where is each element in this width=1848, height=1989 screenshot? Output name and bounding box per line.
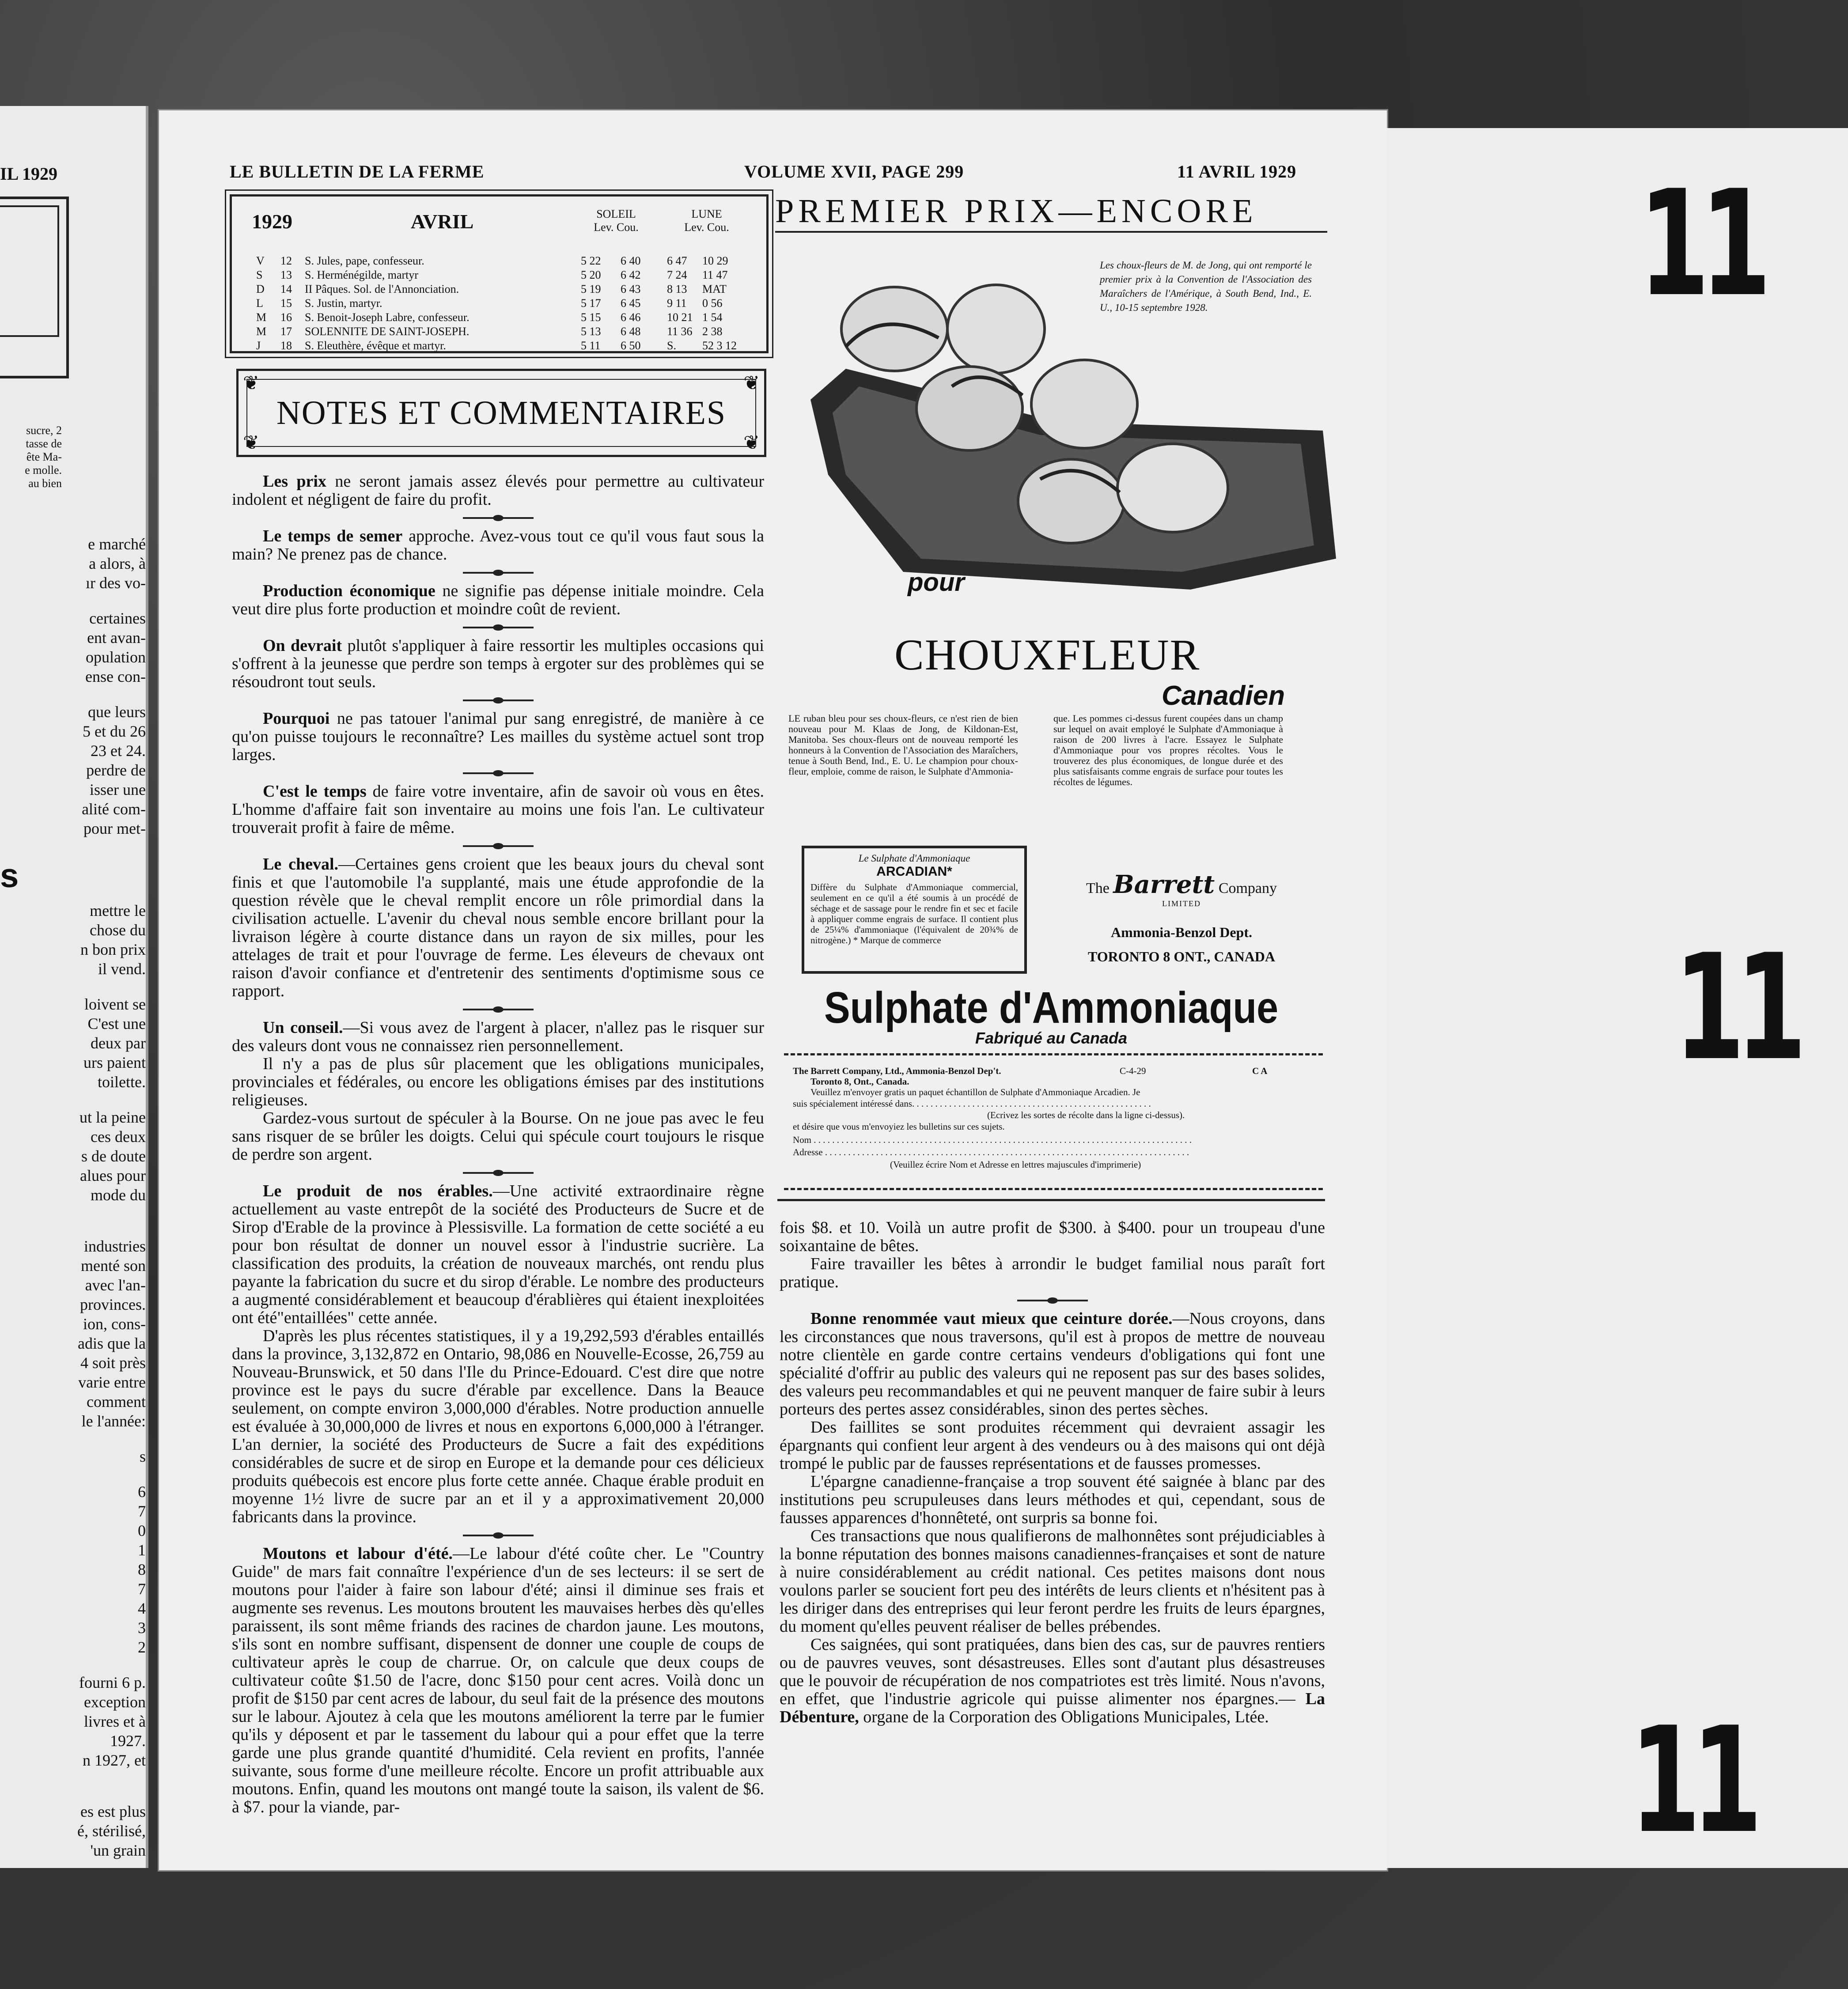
notes-title: NOTES ET COMMENTAIRES [246,379,756,447]
left-column [232,473,764,1816]
ad-fabrique: Fabriqué au Canada [975,1029,1128,1047]
ad-chouxfleur: CHOUXFLEUR [894,630,1200,679]
ornament-icon: ❦ [243,432,259,454]
calendar-cell-lc: 11 47 [702,268,728,281]
calendar-cell-d: J [256,339,261,352]
left-page-fragment [18,593,146,609]
left-page-fragment: 0 [138,1522,146,1539]
coupon-interest-field[interactable]: suis spécialement intéressé dans. . . . . . . . . . . . . . . . . . . . . . . . . . . . . . . . . . . . . . . . . . . . . . . . . . . . [793,1098,1151,1109]
left-page-fragment [18,1221,146,1237]
calendar-cell-ll: 10 21 [667,311,693,324]
article-paragraph: Ces transactions que nous qualifierons de malhonnêtes sont préjudiciables à la bonne réputation des bonnes maisons canadiennes-françaises et sont de nature à nuire considérablement au crédit national. Ces petites maisons dont nous voulons parler se soucient fort peu des intérêts de leurs clients et n'hésitent pas à les diriger dans des entreprises qui leur feront perdre les fruits de leurs épargnes, du moment qu'elles peuvent réaliser de belles prébendes. [780,1527,1325,1636]
left-page-date: IL 1929 [0,164,58,184]
calendar-cell-sl: 5 20 [581,268,601,281]
left-page-fragment [18,1431,146,1447]
article-paragraph: Faire travailler les bêtes à arrondir le budget familial nous paraît fort pratique. [780,1255,1325,1291]
calendar-cell-d: V [256,254,265,267]
left-page-fragment: varie entre [78,1373,146,1391]
calendar-cell-n: 17 [280,325,292,338]
left-page-fragment: provinces. [80,1296,146,1313]
newspaper-page [159,110,1387,1870]
left-page-fragment: 4 [138,1600,146,1617]
calendar-cell-d: M [256,325,267,338]
header-volume: VOLUME XVII, PAGE 299 [744,162,964,182]
left-page-fragment: isser une [90,781,146,798]
article-text: —Certaines gens croient que les beaux jours du cheval sont finis et que l'automobile l'a supplanté, mais une étude approfondie de la question révèle que le cheval remplit encore un rôle primordial dans la civilisation actuelle. L'avenir du cheval nous semble encore brillant pour la livraison légère à courte distance dans un rayon de six milles, pour les attelages de trait et pour l'ouvrage de ferme. Les éleveurs de chevaux ont raison d'avoir confiance et d'entretenir des sentiments d'optimisme sous ce rapport. [232,855,764,1000]
coupon-adresse-field[interactable]: Adresse . . . . . . . . . . . . . . . . . . . . . . . . . . . . . . . . . . . . . . . . . . . . . . . . . . . . . . . . . . . . . . . . . . . . . . . . . . . . . . . [793,1147,1189,1157]
left-page-fragment: tasse de [26,437,62,450]
calendar-cell-sc: 6 45 [621,297,641,310]
ad-pour: pour [908,568,965,597]
calendar-title [252,210,474,233]
article-text: —Nous croyons, dans les circonstances que nous traversons, qu'il est à propos de mettre de nouveau notre clientèle en garde contre certains vendeurs d'obligations qui font une spécialité d'offrir au public des valeurs qui ne reposent pas sur des bases solides, des valeurs peu recommandables et qui ne peuvent manquer de faire subir à leurs porteurs des pertes assez considérables, sinon des pertes sèches. [780,1309,1325,1418]
left-page-fragment: n bon prix [80,941,146,958]
article-text: ne signifie pas dépense initiale moindre. Cela veut dire plus forte production et moindre coût de revient. [232,582,764,618]
left-page-fragment: 3 [138,1619,146,1637]
page-header [230,161,1321,188]
calendar-cell-sc: 6 42 [621,268,641,281]
advertisement [775,192,1327,1314]
calendar-cell-n: 18 [280,339,292,352]
left-page-fragment: 7 [138,1580,146,1598]
page-marker-top: 11 [1639,159,1762,329]
calendar-cell-lc: MAT [702,283,727,295]
calendar-lune-header: LUNE Lev. Cou. [684,208,729,234]
article-lead: Pourquoi [263,709,330,728]
left-page-fragment: comment [87,1393,146,1410]
article-paragraph [232,1019,764,1055]
ad-title: PREMIER PRIX—ENCORE [775,193,1257,230]
article-paragraph [232,527,764,563]
calendar-cell-ll: 7 24 [667,268,687,281]
left-page-fragment [18,1205,146,1221]
left-page-fragment: e molle. [25,464,62,476]
calendar-cell-sl: 5 19 [581,283,601,295]
left-page-fragment: 1 [138,1541,146,1559]
calendar-box [230,194,769,353]
left-page-fragment: e marché [88,535,146,553]
coupon-ca: C A [1252,1066,1268,1076]
left-page-fragment: alité com- [82,800,146,818]
calendar-cell-sc: 6 48 [621,325,641,338]
section-separator [232,563,764,582]
order-coupon[interactable] [784,1053,1323,1190]
left-page-fragment: que leurs [88,703,146,721]
left-page-fragment: ion, cons- [83,1315,146,1333]
barrett-the: The [1086,880,1110,896]
barrett-dept: Ammonia-Benzol Dept. [1111,924,1252,940]
calendar-cell-sc: 6 40 [621,254,641,267]
calendar-cell-saint: S. Benoit-Joseph Labre, confesseur. [305,311,470,324]
left-page-fragment: avec l'an- [85,1276,146,1294]
section-separator [232,691,764,710]
section-separator [232,509,764,527]
calendar-cell-ll: 11 36 [667,325,693,338]
left-page-fragment: exception [84,1693,146,1711]
left-page-fragment: deux par [91,1034,146,1052]
article-text: plutôt s'appliquer à faire ressortir les multiples occasions qui s'offrent à la jeunesse que perdre son temps à ergoter sur des problèmes qui se résoudront tout seuls. [232,636,764,691]
calendar-cell-d: S [256,268,263,281]
left-page-fragment: 1927. [110,1732,146,1750]
left-page-fragment: 7 [138,1502,146,1520]
calendar-cell-ll: S. [667,339,676,352]
article-paragraph: Des faillites se sont produites récemment qui devraient assagir les épargnants qui confient leur argent à des vendeurs ou à des maisons qui ont déjà trompé le public par de fausses représentations et de fausses promesses. [780,1418,1325,1473]
calendar-cell-sc: 6 50 [621,339,641,352]
article-paragraph [232,855,764,1000]
left-page-fragment: ense con- [85,668,146,685]
left-page-fragment: 23 et 24. [91,742,146,760]
article-paragraph [232,582,764,618]
section-separator [232,764,764,783]
calendar-cell-sl: 5 22 [581,254,601,267]
left-page-fragment: ces deux [91,1128,146,1146]
page-marker-bottom: 11 [1630,1696,1753,1865]
ornament-icon: ❦ [243,372,259,394]
calendar-month: AVRIL [411,210,474,233]
left-page-fragments-a [18,534,146,838]
calendar-cell-saint: S. Eleuthère, évêque et martyr. [305,339,446,352]
left-page-fragment [18,1657,146,1673]
section-separator [780,1291,1325,1310]
article-text: ne pas tatouer l'animal pur sang enregistré, de manière à ce qu'on puisse toujours le reconnaître? Les mailles du système actuel sont trop larges. [232,709,764,764]
calendar-cell-ll: 9 11 [667,297,687,310]
left-page-fragments-b [18,901,146,1860]
calendar-cell-saint: SOLENNITE DE SAINT-JOSEPH. [305,325,470,338]
left-page-fragment: ent avan- [87,629,146,647]
left-page-fragment: certaines [89,609,146,627]
article-lead: Production économique [263,582,435,600]
right-column [780,1219,1325,1726]
left-page-fragment [18,1770,146,1786]
coupon-address-line: The Barrett Company, Ltd., Ammonia-Benzol Dep't. [793,1066,1001,1076]
calendar-cell-d: D [256,283,265,295]
section-separator [232,618,764,637]
left-page-fragment: opulation [86,648,146,666]
article-lead: On devrait [263,636,342,655]
article-text: de faire votre inventaire, afin de savoir où vous en êtes. L'homme d'affaire fait son inventaire au moins une fois l'an. Le cultivateur trouverait profit à faire de même. [232,782,764,837]
article-paragraph: Gardez-vous surtout de spéculer à la Bourse. On ne joue pas avec le feu sans risquer de se brûler les doigts. Celui qui spécule court toujours le risque de perdre son argent. [232,1109,764,1164]
calendar-cell-lc: 0 56 [702,297,723,310]
left-page-heading-fragment: s [0,857,19,895]
left-page-fragment: a alors, à [89,555,146,572]
header-publication: LE BULLETIN DE LA FERME [230,162,485,182]
article-text: ne seront jamais assez élevés pour permettre au cultivateur indolent et négligent de faire du profit. [232,472,764,509]
left-page-fragment: chose du [90,921,146,939]
coupon-bulletins-line: et désire que vous m'envoyiez les bulletins sur ces sujets. [793,1121,1005,1132]
calendar-cell-n: 15 [280,297,292,310]
arcadian-box [802,846,1027,974]
calendar-year: 1929 [252,210,292,233]
calendar-cell-ll: 6 47 [667,254,687,267]
left-page-fragment: urs paient [83,1054,146,1071]
ad-text-right: que. Les pommes ci-dessus furent coupées dans un champ sur lequel on avait employé le Sulphate d'Ammoniaque à raison de 200 livres à l'acre. Essayez le Sulphate d'Ammoniaque pour vos propres récoltes. Vous le trouverez des plus économiques, de longue durée et des plus satisfaisants comme engrais de surface pour toutes les récoltes de légumes. [1053,713,1283,787]
calendar-cell-sc: 6 46 [621,311,641,324]
article-paragraph [780,1636,1325,1726]
left-page-fragment [18,686,146,702]
article-paragraph [232,710,764,764]
article-lead: Bonne renommée vaut mieux que ceinture dorée. [810,1309,1173,1328]
ad-sulphate-headline: Sulphate d'Ammoniaque [824,983,1279,1032]
article-text: approche. Avez-vous tout ce qu'il vous faut sous la main? Ne prenez pas de chance. [232,527,764,563]
coupon-interest-note: (Ecrivez les sortes de récolte dans la ligne ci-dessus). [987,1110,1185,1120]
coupon-request-line: Veuillez m'envoyer gratis un paquet échantillon de Sulphate d'Ammoniaque Arcadien. Je [810,1087,1140,1097]
left-page-fragment: es est plus [80,1803,146,1820]
article-lead: Le temps de semer [263,527,403,545]
article-paragraph [232,637,764,691]
column-rule [777,1199,1325,1201]
left-page-fragment: 6 [138,1483,146,1501]
left-page-fragment [18,1786,146,1802]
arcadian-box-name: ARCADIAN* [876,864,952,879]
arcadian-box-title: Le Sulphate d'Ammoniaque [858,853,970,864]
notes-title-box [236,369,766,457]
section-separator [232,1526,764,1545]
left-page-fragment: adis que la [78,1335,146,1352]
calendar-cell-lc: 1 54 [702,311,723,324]
calendar-cell-saint: II Pâques. Sol. de l'Annonciation. [305,283,459,295]
calendar-cell-lc: 10 29 [702,254,728,267]
calendar-cell-saint: S. Justin, martyr. [305,297,382,310]
calendar-cell-ll: 8 13 [667,283,687,295]
left-page-fragment: perdre de [86,761,146,779]
article-paragraph: D'après les plus récentes statistiques, il y a 19,292,593 d'érables entaillés dans la province, 3,132,872 en Ontario, 98,086 en Nouvelle-Ecosse, 26,759 au Nouveau-Brunswick, et 50 dans l'Ile du Prince-Edouard. C'est dire que notre province est le pays du sucre d'érable par excellence. Dans la Beauce seulement, on compte environ 3,000,000 d'érables. Notre production annuelle est évaluée à 30,000,000 de livres et nous en exportons 6,000,000 à l'étranger. L'an dernier, la société des Producteurs de Sucre a fait des expéditions considérables de sucre et de sirop en Europe et la demande pour ces délicieux produits québecois est encore plus forte cette année. Chaque érable produit en moyenne 1½ livre de sucre par an et il y a approximativement 20,000 fabricants dans la province. [232,1327,764,1526]
left-page-fragment: loivent se [84,995,146,1013]
ad-photo-caption: Les choux-fleurs de M. de Jong, qui ont remporté le premier prix à la Convention de l'Association des Maraîchers de l'Amérique, à South Bend, Ind., E. U., 10-15 septembre 1928. [1100,260,1312,313]
coupon-code: C-4-29 [1120,1066,1146,1076]
article-lead: Un conseil. [263,1018,343,1037]
article-paragraph [780,1310,1325,1418]
left-page-fragment [18,1466,146,1482]
article-lead: Le produit de nos érables. [263,1182,493,1200]
left-page-fragment: é, stérilisé, [77,1822,146,1840]
calendar-cell-n: 12 [280,254,292,267]
article-text: —Une activité extraordinaire règne actuellement au vaste entrepôt de la société des Producteurs de Sucre et de Sirop d'Erable de la province à Plessisville. La formation de cette société a eu pour bon résultat de donner un nouvel essor à l'industrie sucrière. La classification des produits, la création de nouveaux marchés, ont rendu plus payante la fabrication du sucre et du sirop d'érable. Le nombre des producteurs a augmenté considérablement et beaucoup d'érablières qui étaient inexploitées ont été"entaillées" cette année. [232,1182,764,1327]
left-page-fragment: s de doute [81,1147,146,1165]
calendar-cell-saint: S. Herménégilde, martyr [305,268,419,281]
calendar-cell-n: 14 [280,283,292,295]
arcadian-box-text: Diffère du Sulphate d'Ammoniaque commercial, seulement en ce qu'il a été soumis à un procédé de séchage et de sassage pour le rendre fin et sec et facile à appliquer comme engrais de surface. Il contient plus de 25¼% d'ammoniaque (l'équivalent de 20¾% de nitrogène.) * Marque de commerce [810,882,1018,945]
ad-text-left: LE ruban bleu pour ses choux-fleurs, ce n'est rien de bien nouveau pour M. Klaas de Jong, de Kildonan-Est, Manitoba. Ses choux-fleurs ont de nouveau remporté les honneurs à la Convention de l'Association des Maraîchers, tenue à South Bend, Ind., E. U. Le champion pour choux-fleur, emploie, comme de raison, le Sulphate d'Ammonia- [788,713,1018,777]
ornament-icon: ❦ [743,372,760,394]
calendar-cell-n: 16 [280,311,292,324]
ornament-icon: ❦ [743,432,760,454]
left-page-fragment: 8 [138,1561,146,1578]
coupon-nom-field[interactable]: Nom . . . . . . . . . . . . . . . . . . . . . . . . . . . . . . . . . . . . . . . . . . . . . . . . . . . . . . . . . . . . . . . . . . . . . . . . . . . . . . . . . . [793,1134,1192,1145]
left-page-fragment: industries [84,1237,146,1255]
barrett-limited: LIMITED [1162,899,1201,908]
barrett-logo: Barrett [1113,870,1215,899]
barrett-company-word: Company [1218,880,1277,896]
article-lead: Les prix [263,472,326,491]
left-page-fragment: mode du [91,1186,146,1204]
calendar-soleil-header: SOLEIL Lev. Cou. [594,208,639,234]
left-page-fragment: mettre le [90,902,146,919]
calendar-cell-sl: 5 11 [581,339,601,352]
left-page-fragment [18,979,146,994]
calendar-cell-sl: 5 17 [581,297,601,310]
article-text: Ces saignées, qui sont pratiquées, dans bien des cas, sur de pauvres rentiers ou de pauvres veuves, sont désastreuses. Elles sont d'autant plus désastreuses que le pouvoir de récupération de nos compatriotes est très limité. Nous n'avons, en effet, que l'industrie agricole qui puisse alimenter nos épargnes.— [780,1635,1325,1708]
left-page-fragment: s [139,1448,146,1465]
left-adjacent-page [0,106,148,1868]
left-page-fragment: ut la peine [80,1108,146,1126]
article-paragraph [232,1182,764,1327]
coupon-city-line: Toronto 8, Ont., Canada. [810,1076,909,1087]
article-text: —Le labour d'été coûte cher. Le "Country Guide" de mars fait connaître l'expérience d'un de ses lecteurs: il se sert de moutons pour l'aider à faire son labour d'été; ainsi il diminue ses frais et augmente ses revenus. Les moutons broutent les mauvaises herbes dès qu'elles paraissent, ils sont même friands des racines de chardon jaune. Les moutons, s'ils sont en nombre suffisant, dispensent de donner une couple de coups de cultivateur après le coup de charrue. Or, on calcule que deux coups de cultivateur coûte $1.50 de l'acre, donc $150 pour cent acres. Voilà donc un profit de $150 par cent acres de labour, du seul fait de la présence des moutons sur le labour. Ajoutez à cela que les moutons améliorent la terre par le fumier qu'ils y déposent et par le tassement du labour qui a pour effet que la terre garde une plus grande quantité d'humidité. Cela revient en profits, l'année suivante, sous forme d'une meilleure récolte. Encore un profit attribuable aux moutons. Enfin, quand les moutons ont mangé toute la saison, ils valent de $6. à $7. pour la viande, par- [232,1544,764,1816]
calendar-cell-sc: 6 43 [621,283,641,295]
article-text: —Si vous avez de l'argent à placer, n'allez pas le risquer sur des valeurs dont vous ne connaissez rien personnellement. [232,1018,764,1055]
left-page-box-inner [0,205,59,337]
source-name: La Débenture, [780,1690,1325,1726]
calendar-cell-sl: 5 15 [581,311,601,324]
left-page-fragment: il vend. [98,960,146,978]
article-paragraph: L'épargne canadienne-française a trop souvent été saignée à blanc par des institutions peu scrupuleuses dans leurs méthodes et qui, cependant, sous de fausses apparences d'honnêteté, ont surpris sa bonne foi. [780,1472,1325,1527]
section-separator [232,837,764,855]
left-page-fragment: menté son [81,1257,146,1274]
calendar-cell-lc: 52 3 12 [702,339,737,352]
left-page-fragment: pour met- [83,820,146,837]
left-page-fragment: ır des vo- [86,574,146,592]
article-paragraph: fois $8. et 10. Voilà un autre profit de $300. à $400. pour un troupeau d'une soixantaine de bêtes. [780,1218,1325,1255]
article-lead: C'est le temps [263,782,367,801]
calendar-cell-d: L [256,297,263,310]
coupon-instruction: (Veuillez écrire Nom et Adresse en lettres majuscules d'imprimerie) [890,1159,1141,1170]
article-paragraph [232,783,764,837]
left-page-fragment: 4 soit près [80,1354,146,1372]
left-page-fragment: 5 et du 26 [83,722,146,740]
section-separator [232,1164,764,1182]
left-page-fragment: sucre, 2 [26,424,62,437]
calendar-cell-sl: 5 13 [581,325,601,338]
left-page-fragment: n 1927, et [83,1751,146,1769]
section-separator [232,1000,764,1019]
article-paragraph: Il n'y a pas de plus sûr placement que les obligations municipales, provinciales et fédérales, ou encore les obligations émises par des institutions religieuses. [232,1055,764,1109]
barrett-company [1058,870,1305,965]
page-marker-middle: 11 [1674,923,1798,1093]
article-paragraph [232,1545,764,1816]
article-lead: Moutons et labour d'été. [263,1544,453,1563]
article-lead: Le cheval. [263,855,339,873]
calendar-cell-n: 13 [280,268,292,281]
left-page-fragments-top [0,424,62,490]
left-page-fragment: C'est une [87,1015,146,1032]
left-page-fragment: 2 [138,1638,146,1656]
left-page-fragment [18,1092,146,1108]
left-page-fragment: toilette. [98,1073,146,1091]
calendar-cell-d: M [256,311,267,324]
left-page-fragment: fourni 6 p. [79,1674,146,1691]
barrett-city: TORONTO 8 ONT., CANADA [1087,949,1276,964]
left-page-fragment: livres et à [84,1713,146,1730]
left-page-fragment: le l'année: [81,1412,146,1430]
header-date: 11 AVRIL 1929 [1177,162,1297,182]
ad-canadien: Canadien [1162,681,1285,711]
ad-rule [775,231,1327,233]
calendar-cell-saint: S. Jules, pape, confesseur. [305,254,424,267]
left-page-fragment: alues pour [80,1167,146,1184]
article-paragraph [232,473,764,509]
left-page-fragment: au bien [28,477,62,490]
left-page-fragment: ête Ma- [26,450,62,463]
article-text: organe de la Corporation des Obligations Municipales, Ltée. [859,1708,1269,1726]
left-page-fragment: 'un grain [90,1842,146,1859]
calendar-cell-lc: 2 38 [702,325,723,338]
